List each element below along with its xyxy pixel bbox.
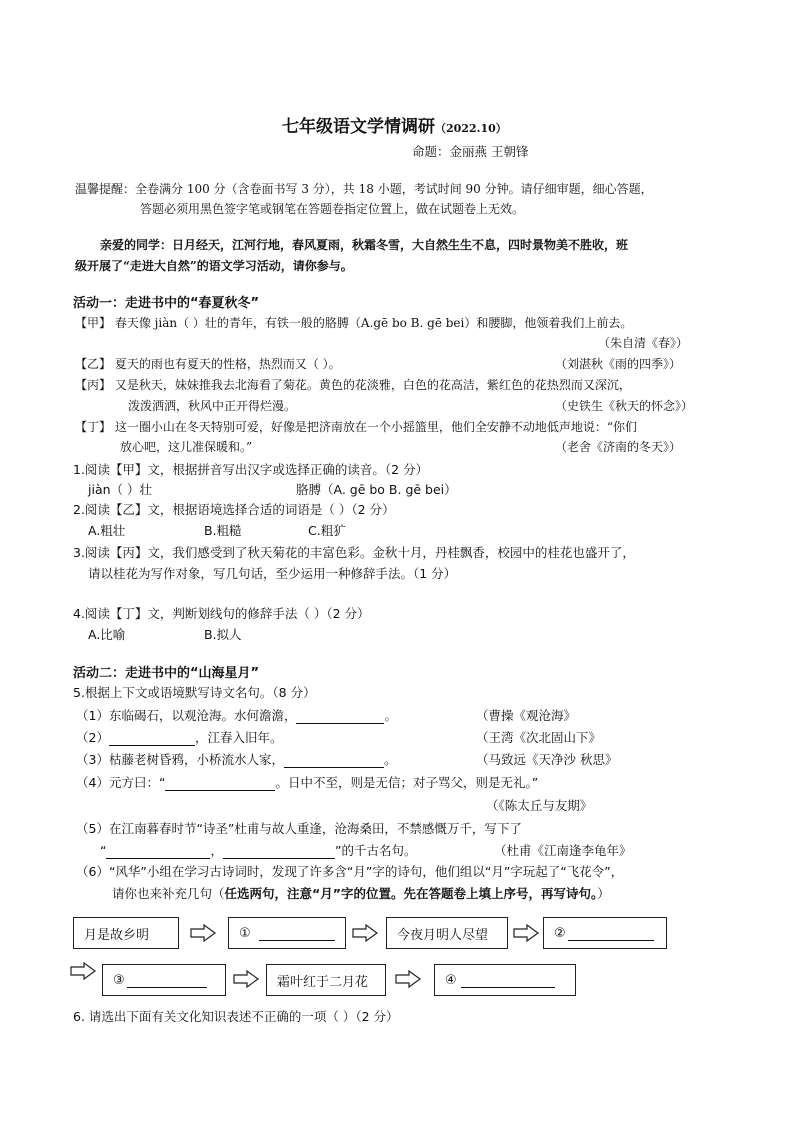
passage-bing-line1: 【丙】 又是秋天，妹妹推我去北海看了菊花。黄色的花淡雅，白色的花高洁，紫红色的花热烈而又深沉， xyxy=(75,378,631,392)
question-6: 6. 请选出下面有关文化知识表述不正确的一项（ ）（2 分） xyxy=(73,1009,399,1024)
blank-1[interactable] xyxy=(296,708,384,724)
notice-line2: 答题必须用黑色签字笔或钢笔在答题卷指定位置上，做在试题卷上无效。 xyxy=(140,202,525,216)
notice-line1: 温馨提醒：全卷满分 100 分（含卷面书写 3 分），共 18 小题，考试时间 90 分钟。请仔细审题，细心答题， xyxy=(75,182,653,196)
chain-blank-2[interactable] xyxy=(568,925,654,941)
poem-line-6: （6）“风华”小组在学习古诗词时，发现了许多含“月”字的诗句，他们组以“月”字玩起了“飞花令”， xyxy=(76,864,624,879)
passage-bing-line2: 泼泼洒洒，秋风中正开得烂漫。 xyxy=(128,399,297,413)
poem-line-5-quote: “ xyxy=(100,843,107,858)
chain-box-5-label: ③ xyxy=(113,972,125,988)
question-1-sub-a: jiàn（ ）壮 xyxy=(88,482,153,497)
chain-box-5[interactable] xyxy=(102,964,226,996)
chain-box-4[interactable] xyxy=(543,917,667,949)
question-2: 2.阅读【乙】文，根据语境选择合适的词语是（ ）（2 分） xyxy=(73,502,395,517)
arrow-right-icon xyxy=(190,924,216,942)
poem-line-2-text: ，江春入旧年。 xyxy=(194,730,283,745)
chain-blank-4[interactable] xyxy=(461,972,555,988)
intro-line1: 亲爱的同学：日月经天，江河行地，春风夏雨，秋霜冬雪，大自然生生不息，四时景物美不胜收，班 xyxy=(100,238,629,252)
poem-line-3-text: （3）枯藤老树昏鸦，小桥流水人家， xyxy=(76,752,284,767)
question-2-option-c: C.粗犷 xyxy=(308,523,346,538)
poem-line-3-end: 。 xyxy=(383,752,397,767)
chain-box-2-label: ① xyxy=(239,925,251,941)
question-3-line2: 请以桂花为写作对象，写几句话，至少运用一种修辞手法。（1 分） xyxy=(88,566,457,581)
poem-line-5-mid: ， xyxy=(210,843,223,858)
poem-line-6b xyxy=(112,884,610,902)
chain-box-2[interactable] xyxy=(228,917,346,949)
chain-box-7-label: ④ xyxy=(445,972,457,988)
chain-box-1 xyxy=(73,917,179,949)
arrow-right-icon xyxy=(352,924,378,942)
chain-box-3-text: 今夜月明人尽望 xyxy=(397,927,489,943)
chain-blank-3[interactable] xyxy=(127,972,207,988)
passage-yi-source: （刘湛秋《雨的四季》） xyxy=(555,357,682,371)
chain-box-4-label: ② xyxy=(554,925,566,941)
question-4: 4.阅读【丁】文，判断划线句的修辞手法（ ）（2 分） xyxy=(73,606,370,621)
poem-line-2-source: （王湾《次北固山下》 xyxy=(476,730,602,745)
chain-box-1-text: 月是故乡明 xyxy=(84,927,150,943)
poem-line-2-pre: （2） xyxy=(76,730,109,745)
poem-line-6-a: 请你也来补充几句（ xyxy=(112,886,225,901)
page-title xyxy=(282,112,507,137)
blank-5b[interactable] xyxy=(223,843,335,859)
passage-jia-source: （朱自清《春》） xyxy=(598,336,689,350)
intro-line2: 级开展了“走进大自然”的语文学习活动，请你参与。 xyxy=(75,259,353,273)
question-5: 5.根据上下文或语境默写诗文名句。（8 分） xyxy=(73,685,316,700)
arrow-right-icon xyxy=(395,970,421,988)
passage-ding-source: （老舍《济南的冬天》） xyxy=(555,440,682,454)
poem-line-4-text: （4）元方曰：“ xyxy=(76,775,166,790)
activity2-heading: 活动二：走进书中的“山海星月” xyxy=(73,666,260,681)
poem-line-2 xyxy=(76,728,282,746)
poem-line-4-source: （《陈太丘与友期》 xyxy=(486,798,593,813)
blank-5a[interactable] xyxy=(106,843,210,859)
arrow-right-icon xyxy=(70,962,96,980)
question-4-option-a: A.比喻 xyxy=(88,627,126,642)
question-1: 1.阅读【甲】文，根据拼音写出汉字或选择正确的读音。（2 分） xyxy=(73,462,429,477)
poem-line-1-text: （1）东临碣石，以观沧海。水何澹澹， xyxy=(76,708,297,723)
authors: 命题：金丽燕 王朝锋 xyxy=(412,144,529,159)
poem-line-5b xyxy=(100,841,416,859)
question-4-option-b: B.拟人 xyxy=(204,627,242,642)
chain-box-6 xyxy=(266,964,386,996)
passage-bing-source: （史铁生《秋天的怀念》） xyxy=(555,399,694,413)
question-1-sub-b: 胳膊（A. gē bo B. gē bei） xyxy=(296,482,457,497)
poem-line-3-source: （马致远《天净沙 秋思》 xyxy=(476,752,618,767)
poem-line-3 xyxy=(76,750,396,768)
passage-jia: 【甲】 春天像 jiàn（ ）壮的青年，有铁一般的胳膊（A.gē bo B. gē bei）和腰脚，他领着我们上前去。 xyxy=(75,316,633,330)
question-3-line1: 3.阅读【丙】文，我们感受到了秋天菊花的丰富色彩。金秋十月，丹桂飘香，校园中的桂花也盛开了， xyxy=(73,545,635,560)
chain-box-3 xyxy=(386,917,508,949)
title-text: 七年级语文学情调研 xyxy=(282,117,435,137)
arrow-right-icon xyxy=(233,970,259,988)
question-2-option-b: B.粗糙 xyxy=(204,523,242,538)
title-date: （2022.10） xyxy=(435,122,507,135)
passage-ding-line2: 放心吧，这儿准保暖和。” xyxy=(120,440,253,454)
chain-box-7[interactable] xyxy=(434,964,576,996)
arrow-right-icon xyxy=(513,924,539,942)
poem-line-4 xyxy=(76,773,538,791)
question-2-option-a: A.粗壮 xyxy=(88,523,126,538)
blank-3[interactable] xyxy=(284,752,384,768)
poem-line-1-source: （曹操《观沧海》 xyxy=(476,708,577,723)
poem-line-5: （5）在江南暮春时节“诗圣”杜甫与故人重逢，沧海桑田，不禁感慨万千，写下了 xyxy=(76,821,522,836)
poem-line-1 xyxy=(76,706,397,724)
poem-line-6-b: 任选两句，注意“月”字的位置。先在答题卷上填上序号，再写诗句。 xyxy=(224,886,598,901)
passage-yi: 【乙】 夏天的雨也有夏天的性格，热烈而又（ ）。 xyxy=(75,357,341,371)
chain-box-6-text: 霜叶红于二月花 xyxy=(277,974,369,990)
poem-line-6-c: ） xyxy=(597,886,610,901)
poem-line-1-end: 。 xyxy=(384,708,397,723)
poem-line-4-end: 。日中不至，则是无信；对子骂父，则是无礼。” xyxy=(275,775,539,790)
activity1-heading: 活动一：走进书中的“春夏秋冬” xyxy=(73,296,260,311)
poem-line-5-source: （杜甫《江南逢李龟年》 xyxy=(494,843,632,858)
poem-line-5-end: ”的千古名句。 xyxy=(335,843,417,858)
blank-2[interactable] xyxy=(109,730,195,746)
blank-4[interactable] xyxy=(165,775,275,791)
passage-ding-line1: 【丁】 这一圈小山在冬天特别可爱，好像是把济南放在一个小摇篮里，他们全安静不动地低声地说：“你们 xyxy=(75,420,637,434)
chain-blank-1[interactable] xyxy=(259,925,335,941)
